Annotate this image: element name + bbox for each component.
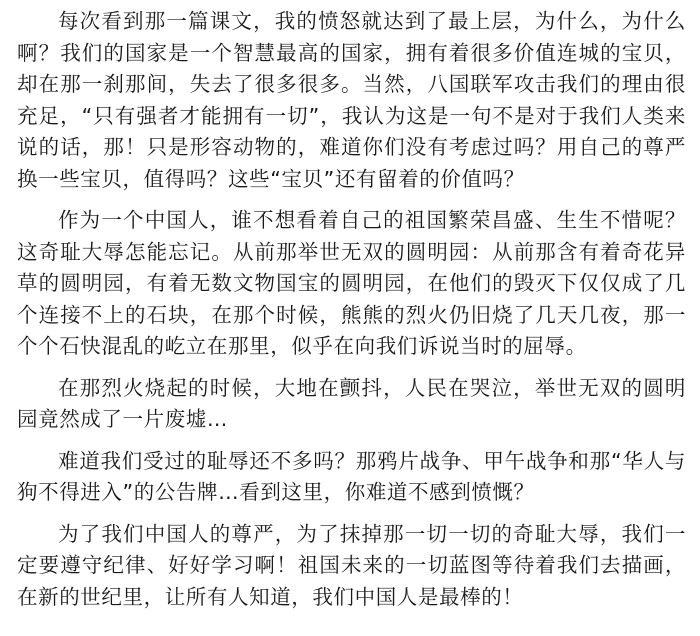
paragraph-5: 为了我们中国人的尊严，为了抹掉那一切一切的奇耻大辱，我们一定要遵守纪律、好好学习啊！祖国未来的一切蓝图等待着我们去描画，在新的世纪里，让所有人知道，我们中国人是最棒的！	[17, 521, 686, 609]
paragraph-4: 难道我们受过的耻辱还不多吗？那鸦片战争、甲午战争和那“华人与狗不得进入”的公告牌…看到这里，你难道不感到愤慨？	[17, 448, 686, 504]
paragraph-2: 作为一个中国人，谁不想看着自己的祖国繁荣昌盛、生生不惜呢？这奇耻大辱怎能忘记。从前那举世无双的圆明园：从前那含有着奇花异草的圆明园，有着无数文物国宝的圆明园，在他们的毁灭下仅仅成了几个连接不上的石块，在那个时候，熊熊的烈火仍旧烧了几天几夜，那一个个石快混乱的屹立在那里，似乎在向我们诉说当时的屈辱。	[17, 208, 686, 358]
paragraph-1: 每次看到那一篇课文，我的愤怒就达到了最上层，为什么，为什么啊？我们的国家是一个智慧最高的国家，拥有着很多价值连城的宝贝，却在那一刹那间，失去了很多很多。当然，八国联军攻击我们的理由很充足，“只有强者才能拥有一切”，我认为这是一句不是对于我们人类来说的话，那！只是形容动物的，难道你们没有考虑过吗？用自己的尊严换一些宝贝，值得吗？这些“宝贝”还有留着的价值吗？	[17, 9, 686, 191]
paragraph-3: 在那烈火烧起的时候，大地在颤抖，人民在哭泣，举世无双的圆明园竟然成了一片废墟…	[17, 375, 686, 431]
